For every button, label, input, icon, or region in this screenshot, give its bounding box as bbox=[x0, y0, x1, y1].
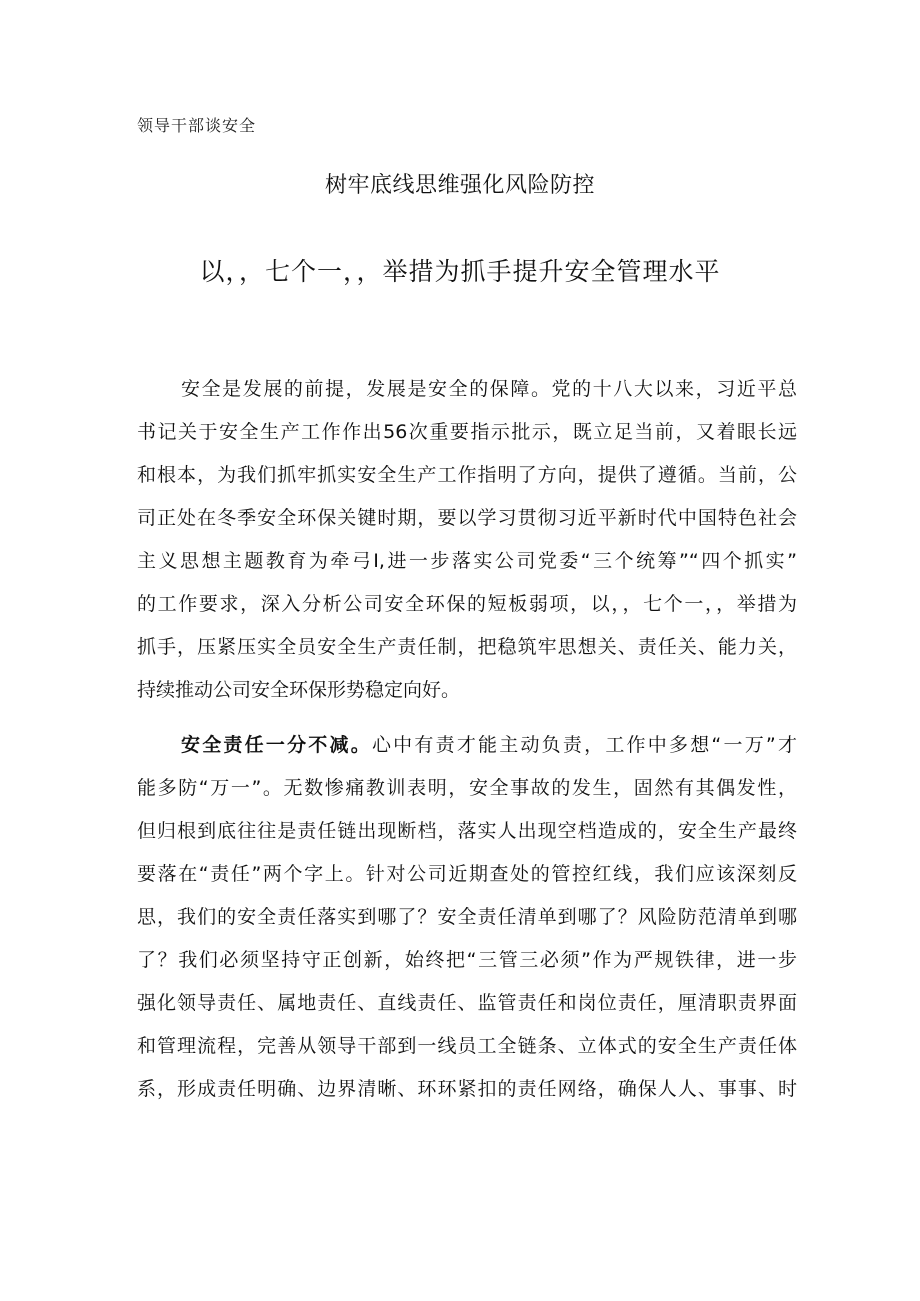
body-text bbox=[137, 368, 797, 1111]
paragraph-line: 安全是发展的前提，发展是安全的保障。党的十八大以来，习近平总 bbox=[181, 378, 797, 400]
paragraph-line: 司正处在冬季安全环保关键时期，要以学习贯彻习近平新时代中国特色社会 bbox=[137, 507, 797, 529]
paragraph-first-line bbox=[137, 724, 797, 767]
paragraph-line: 系，形成责任明确、边界清晰、环环紧扣的责任网络，确保人人、事事、时 bbox=[137, 1078, 797, 1100]
paragraph-responsibility bbox=[137, 724, 797, 1111]
paragraph-line: 和根本，为我们抓牢抓实安全生产工作指明了方向，提供了遵循。当前，公 bbox=[137, 464, 797, 486]
paragraph-line: 和管理流程，完善从领导干部到一线员工全链条、立体式的安全生产责任体 bbox=[137, 1035, 797, 1057]
paragraph-line: 的工作要求，深入分析公司安全环保的短板弱项，以，，七个一，，举措为 bbox=[137, 593, 797, 615]
paragraph-line: 能多防“万一”。无数惨痛教训表明，安全事故的发生，固然有其偶发性， bbox=[137, 777, 797, 799]
paragraph-line: 但归根到底往往是责任链出现断档，落实人出现空档造成的，安全生产最终 bbox=[137, 820, 797, 842]
document-subtitle: 以，，七个一，，举措为抓手提升安全管理水平 bbox=[199, 257, 721, 286]
paragraph-line: 强化领导责任、属地责任、直线责任、监管责任和岗位责任，厘清职责界面 bbox=[137, 992, 797, 1014]
paragraph-line: 抓手，压紧压实全员安全生产责任制，把稳筑牢思想关、责任关、能力关， bbox=[137, 636, 797, 658]
paragraph-line: 要落在“责任”两个字上。针对公司近期查处的管控红线，我们应该深刻反 bbox=[137, 863, 797, 885]
paragraph-line: 持续推动公司安全环保形势稳定向好。 bbox=[137, 679, 461, 701]
document-title: 树牢底线思维强化风险防控 bbox=[324, 173, 595, 198]
paragraph-line: 了？我们必须坚持守正创新，始终把“三管三必须”作为严规铁律，进一步 bbox=[137, 949, 797, 971]
paragraph-heading: 安全责任一分不减。 bbox=[181, 734, 372, 756]
paragraph-intro bbox=[137, 368, 797, 712]
paragraph-line: 书记关于安全生产工作作出56次重要指示批示，既立足当前，又着眼长远 bbox=[137, 421, 797, 443]
paragraph-first-line-text: 心中有责才能主动负责，工作中多想“一万”才 bbox=[371, 734, 797, 756]
paragraph-line: 思，我们的安全责任落实到哪了？安全责任清单到哪了？风险防范清单到哪 bbox=[137, 906, 797, 928]
paragraph-gap bbox=[137, 712, 797, 724]
paragraph-line: 主义思想主题教育为牵弓I,进一步落实公司党委“三个统筹”“四个抓实” bbox=[137, 550, 797, 572]
section-label: 领导干部谈安全 bbox=[137, 116, 257, 135]
